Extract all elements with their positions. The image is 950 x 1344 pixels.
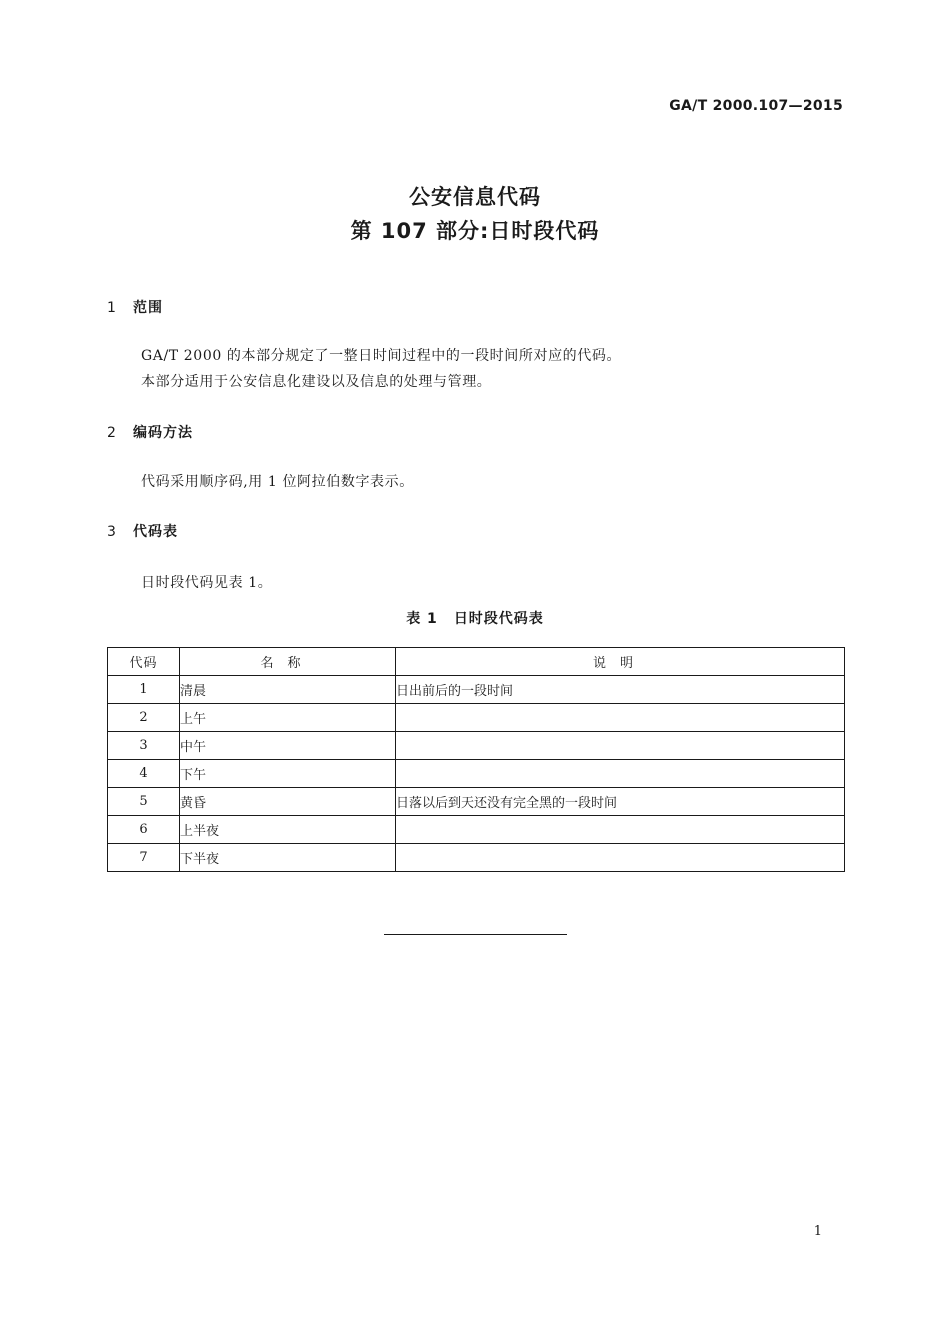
table-row [108,760,845,788]
cell-code: 7 [108,844,180,872]
cell-name: 上半夜 [180,816,396,844]
table-caption-title: 日时段代码表 [453,611,544,627]
table-row [108,788,845,816]
cell-name: 下半夜 [180,844,396,872]
cell-description [396,704,845,732]
cell-description [396,760,845,788]
cell-code: 6 [108,816,180,844]
paragraph: GA/T 2000 的本部分规定了一整日时间过程中的一段时间所对应的代码。 [141,348,622,364]
section-number: 1 [107,300,117,316]
header-code: 代码 [108,648,180,676]
cell-code: 1 [108,676,180,704]
table-caption-label: 表 1 [406,611,438,627]
cell-name: 下午 [180,760,396,788]
table-row [108,676,845,704]
cell-description [396,844,845,872]
section-title: 编码方法 [133,425,193,441]
cell-name: 黄昏 [180,788,396,816]
section-heading-scope [107,297,163,317]
code-table [107,647,845,872]
cell-description: 日落以后到天还没有完全黑的一段时间 [396,788,845,816]
section-number: 2 [107,425,117,441]
standard-identifier: GA/T 2000.107—2015 [669,98,843,114]
section-heading-code-table [107,521,178,541]
document-subtitle: 第 107 部分:日时段代码 [350,219,600,243]
cell-description [396,732,845,760]
cell-name: 上午 [180,704,396,732]
table-row [108,704,845,732]
section-title: 代码表 [133,524,178,540]
cell-description [396,816,845,844]
table-header-row [108,648,845,676]
cell-name: 中午 [180,732,396,760]
paragraph: 本部分适用于公安信息化建设以及信息的处理与管理。 [141,374,492,390]
table-row [108,732,845,760]
table-row [108,844,845,872]
header-name: 名称 [180,648,396,676]
paragraph: 日时段代码见表 1。 [141,575,273,591]
header-description: 说明 [396,648,845,676]
section-title: 范围 [133,300,163,316]
section-heading-coding-method [107,422,193,442]
cell-code: 5 [108,788,180,816]
section-number: 3 [107,524,117,540]
cell-code: 4 [108,760,180,788]
cell-name: 清晨 [180,676,396,704]
document-title: 公安信息代码 [409,185,541,209]
cell-code: 3 [108,732,180,760]
table-caption [0,608,950,628]
end-of-document-line [384,934,567,935]
cell-description: 日出前后的一段时间 [396,676,845,704]
table-row [108,816,845,844]
paragraph: 代码采用顺序码,用 1 位阿拉伯数字表示。 [141,474,414,490]
page-number: 1 [813,1224,822,1239]
cell-code: 2 [108,704,180,732]
